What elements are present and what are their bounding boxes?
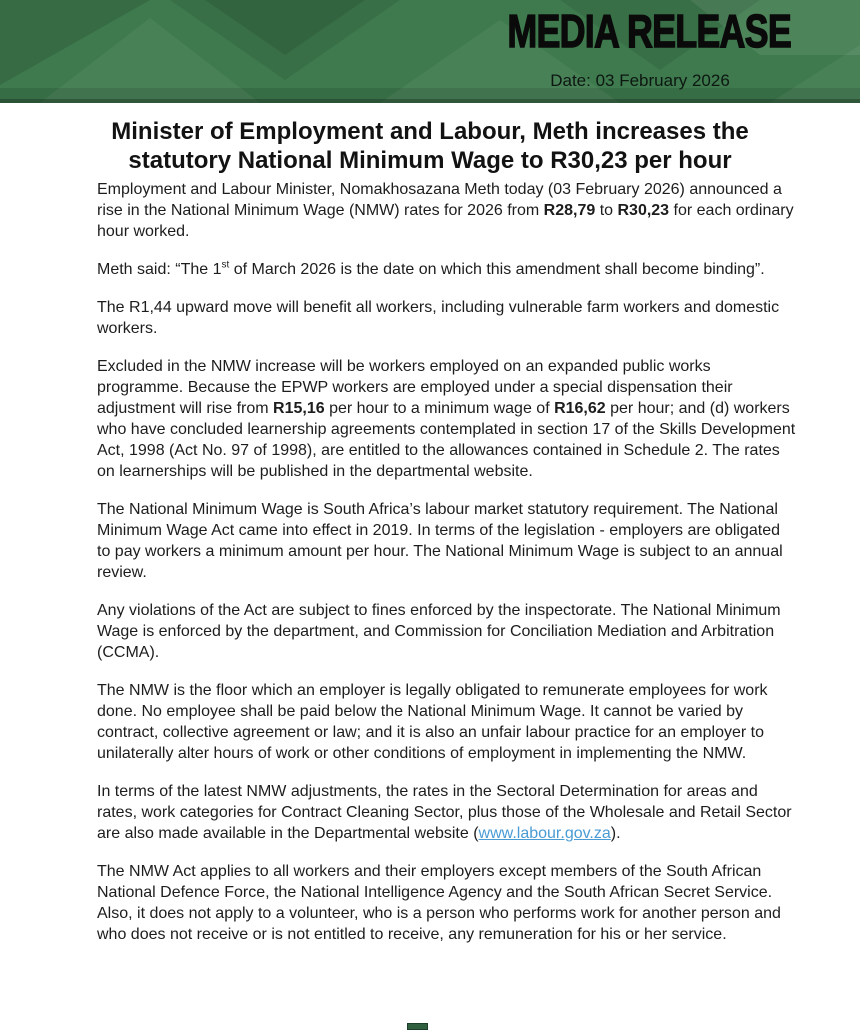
paragraph [97, 499, 797, 583]
text-run: Excluded in the NMW increase will be workers employed on an expanded public works programme. Because the EPWP workers are employed under a special dispensation their adjustment will rise from [97, 358, 733, 417]
text-run: Any violations of the Act are subject to fines enforced by the inspectorate. The National Minimum Wage is enforced by the department, and Commission for Conciliation Mediation and Arbitration (CCMA). [97, 602, 781, 661]
paragraph [97, 356, 797, 482]
text-run: per hour; and (d) workers who have concluded learnership agreements contemplated in section 17 of the Skills Development Act, 1998 (Act No. 97 of 1998), are entitled to the allowances contained in Schedule 2. The rates on learnerships will be published in the departmental website. [97, 400, 796, 480]
text-run: The NMW Act applies to all workers and their employers except members of the South African National Defence Force, the National Intelligence Agency and the South African Secret Service. Also, it does not apply to a volunteer, who is a person who performs work for another person and who does not receive or is not entitled to receive, any remuneration for his or her service. [97, 863, 781, 943]
bold-amount: R15,16 [273, 400, 325, 417]
paragraph [97, 861, 797, 945]
text-run: In terms of the latest NMW adjustments, the rates in the Sectoral Determination for areas and rates, work categories for Contract Cleaning Sector, plus those of the Wholesale and Retail Sector are also made available in the Departmental website ( [97, 783, 792, 842]
paragraph [97, 297, 797, 339]
text-run: ). [610, 825, 621, 842]
text-run: for each ordinary hour worked. [97, 202, 794, 240]
headline: Minister of Employment and Labour, Meth increases the statutory National Minimum Wage to R30,23 per hour [111, 118, 749, 174]
paragraph [97, 781, 797, 844]
media-release-title: MEDIA RELEASE [507, 5, 791, 57]
text-run: The NMW is the floor which an employer is legally obligated to remunerate employees for work done. No employee shall be paid below the National Minimum Wage. It cannot be varied by contract, collective agreement or law; and it is also an unfair labour practice for an employer to unilaterally alter hours of work or other conditions of employment in implementing the NMW. [97, 682, 768, 762]
header-banner [0, 0, 860, 103]
text-run: of March 2026 is the date on which this amendment shall become binding”. [229, 261, 765, 278]
text-run: Employment and Labour Minister, Nomakhosazana Meth today (03 February 2026) announced a rise in the National Minimum Wage (NMW) rates for 2026 from [97, 181, 782, 219]
text-run: The National Minimum Wage is South Africa’s labour market statutory requirement. The National Minimum Wage Act came into effect in 2019. In terms of the legislation - employers are obligated to pay workers a minimum amount per hour. The National Minimum Wage is subject to an annual review. [97, 501, 783, 581]
paragraph [97, 259, 797, 280]
body-content [97, 179, 797, 962]
bold-amount: R28,79 [543, 202, 596, 219]
bold-amount: R30,23 [617, 202, 670, 219]
paragraph [97, 600, 797, 663]
banner-text-block [470, 5, 810, 91]
page-footer-marker [407, 1023, 428, 1030]
bold-amount: R16,62 [554, 400, 606, 417]
release-date: Date: 03 February 2026 [550, 71, 730, 90]
text-run: Meth said: “The 1 [97, 261, 222, 278]
labour-website-link[interactable]: www.labour.gov.za [478, 825, 611, 842]
text-run: to [595, 202, 618, 219]
text-run: The R1,44 upward move will benefit all workers, including vulnerable farm workers and domestic workers. [97, 299, 780, 337]
ordinal-superscript: st [221, 259, 230, 271]
text-run: per hour to a minimum wage of [324, 400, 555, 417]
paragraph [97, 179, 797, 242]
paragraph [97, 680, 797, 764]
